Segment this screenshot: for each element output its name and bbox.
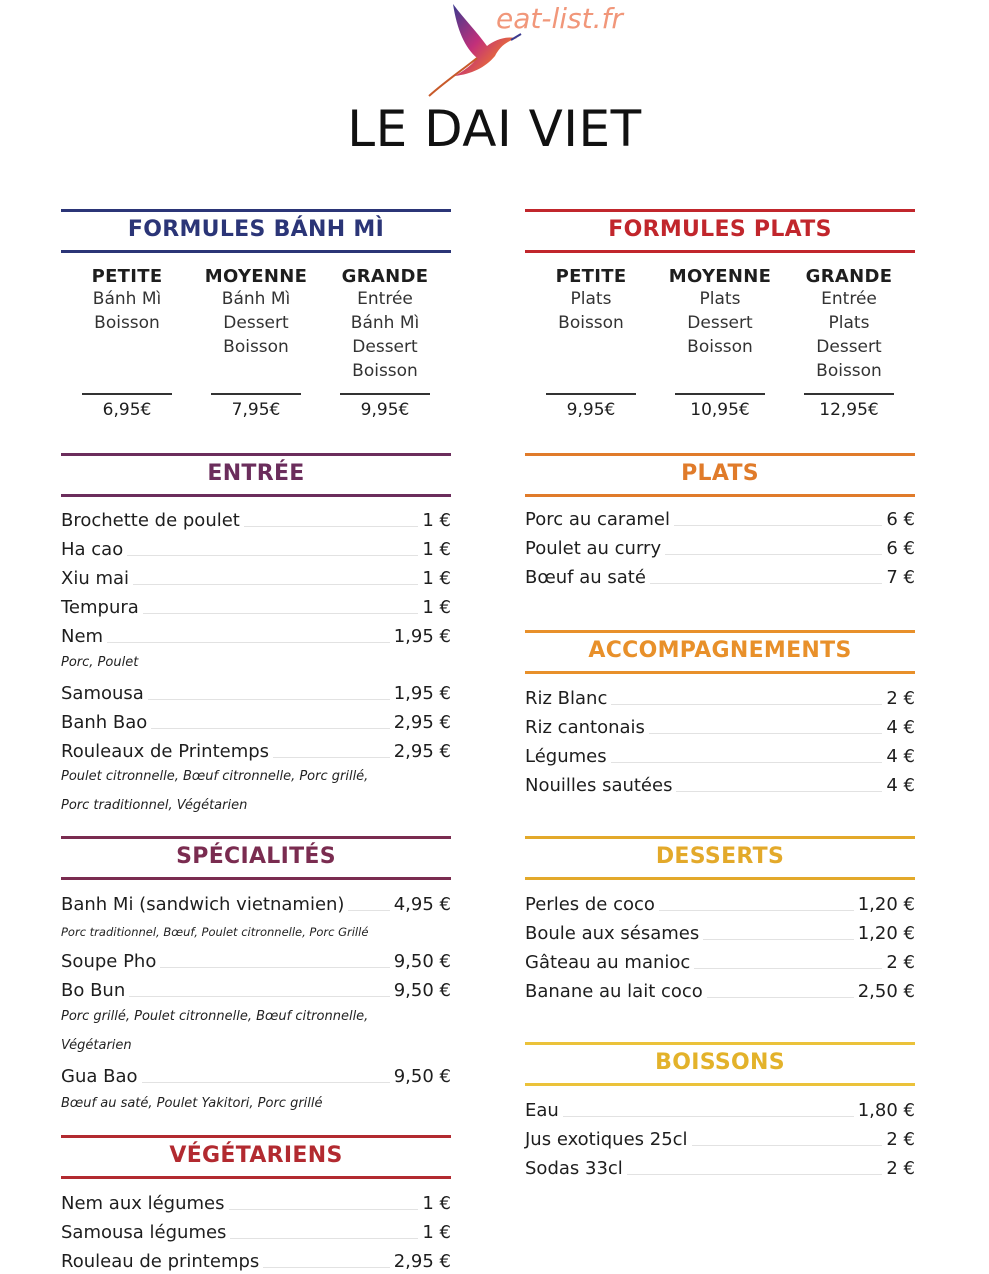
item-price: 1 € xyxy=(422,510,451,531)
item-name: Porc au caramel xyxy=(525,509,670,530)
dot-leader xyxy=(627,1174,883,1175)
item-name: Nem aux légumes xyxy=(61,1193,225,1214)
price-divider xyxy=(804,393,894,395)
dot-leader xyxy=(665,554,882,555)
menu-item xyxy=(525,562,915,588)
price-divider xyxy=(211,393,301,395)
item-name: Bœuf au saté xyxy=(525,567,646,588)
menu-item xyxy=(525,947,915,973)
menu-item xyxy=(525,770,915,796)
section-title: VÉGÉTARIENS xyxy=(169,1143,343,1168)
section-title: FORMULES BÁNH MÌ xyxy=(127,217,385,242)
item-price: 1,95 € xyxy=(393,626,451,647)
section-header-accompagnements xyxy=(525,630,915,674)
menu-item xyxy=(61,946,451,972)
dot-leader xyxy=(244,526,419,527)
item-name: Banh Mi (sandwich vietnamien) xyxy=(61,894,345,915)
item-name: Banh Bao xyxy=(61,712,148,733)
dot-leader xyxy=(348,910,389,911)
formule-line: Plats xyxy=(828,313,870,333)
item-price: 2 € xyxy=(886,688,915,709)
item-price: 2,50 € xyxy=(857,981,915,1002)
menu-item xyxy=(525,504,915,530)
formule-moyenne xyxy=(660,266,780,359)
item-name: Gâteau au manioc xyxy=(525,952,691,973)
section-header-vegetariens xyxy=(61,1135,451,1179)
formule-line: Boisson xyxy=(223,337,289,357)
menu-item xyxy=(525,741,915,767)
dot-leader xyxy=(273,757,390,758)
item-name: Brochette de poulet xyxy=(61,510,240,531)
formule-line: Entrée xyxy=(357,289,413,309)
item-name: Sodas 33cl xyxy=(525,1158,623,1179)
item-price: 1 € xyxy=(422,568,451,589)
formule-line: Entrée xyxy=(821,289,877,309)
formule-line: Dessert xyxy=(352,337,418,357)
section-header-boissons xyxy=(525,1042,915,1086)
item-note: Végétarien xyxy=(61,1038,132,1053)
menu-item xyxy=(61,1061,451,1087)
item-price: 9,50 € xyxy=(393,1066,451,1087)
menu-item xyxy=(525,1095,915,1121)
item-note: Porc grillé, Poulet citronnelle, Bœuf citronnelle, xyxy=(61,1009,369,1024)
dot-leader xyxy=(692,1145,883,1146)
dot-leader xyxy=(650,583,882,584)
section-header-desserts xyxy=(525,836,915,880)
section-title: ACCOMPAGNEMENTS xyxy=(588,638,852,663)
formule-line: Boisson xyxy=(687,337,753,357)
price-divider xyxy=(82,393,172,395)
item-note: Porc traditionnel, Végétarien xyxy=(61,798,248,813)
item-price: 1 € xyxy=(422,1193,451,1214)
dot-leader xyxy=(148,699,390,700)
item-price: 9,50 € xyxy=(393,951,451,972)
formule-line: Dessert xyxy=(223,313,289,333)
section-header-specialites xyxy=(61,836,451,880)
formule-line: Bánh Mì xyxy=(92,289,162,309)
formule-name: GRANDE xyxy=(805,266,893,287)
dot-leader xyxy=(143,613,419,614)
formule-line: Boisson xyxy=(816,361,882,381)
formule-price: 10,95€ xyxy=(690,400,750,420)
dot-leader xyxy=(611,762,883,763)
formule-line: Dessert xyxy=(687,313,753,333)
menu-item xyxy=(525,889,915,915)
dot-leader xyxy=(611,704,882,705)
section-header-entree xyxy=(61,453,451,497)
section-title: ENTRÉE xyxy=(207,461,305,486)
item-name: Samousa xyxy=(61,683,144,704)
formule-line: Bánh Mì xyxy=(350,313,420,333)
item-price: 4 € xyxy=(886,717,915,738)
menu-item xyxy=(525,976,915,1002)
item-price: 2 € xyxy=(886,952,915,973)
formule-name: GRANDE xyxy=(341,266,429,287)
price-divider xyxy=(675,393,765,395)
dot-leader xyxy=(151,728,389,729)
dot-leader xyxy=(649,733,882,734)
item-name: Rouleau de printemps xyxy=(61,1251,260,1272)
dot-leader xyxy=(160,967,389,968)
item-name: Rouleaux de Printemps xyxy=(61,741,270,762)
dot-leader xyxy=(703,939,854,940)
menu-item xyxy=(61,1246,451,1272)
menu-item xyxy=(61,975,451,1001)
dot-leader xyxy=(659,910,854,911)
section-title: SPÉCIALITÉS xyxy=(176,844,336,869)
item-price: 2 € xyxy=(886,1129,915,1150)
item-price: 4 € xyxy=(886,775,915,796)
formule-grande xyxy=(789,266,909,383)
item-price: 1 € xyxy=(422,539,451,560)
menu-item xyxy=(61,592,451,618)
menu-item xyxy=(525,712,915,738)
section-title: FORMULES PLATS xyxy=(608,217,832,242)
formule-grande xyxy=(325,266,445,383)
dot-leader xyxy=(676,791,882,792)
item-name: Xiu mai xyxy=(61,568,130,589)
item-note: Poulet citronnelle, Bœuf citronnelle, Porc grillé, xyxy=(61,769,369,784)
dot-leader xyxy=(707,997,854,998)
formule-price: 6,95€ xyxy=(102,400,152,420)
dot-leader xyxy=(127,555,418,556)
formule-line: Boisson xyxy=(558,313,624,333)
dot-leader xyxy=(263,1267,389,1268)
item-name: Banane au lait coco xyxy=(525,981,703,1002)
item-price: 2,95 € xyxy=(393,712,451,733)
item-price: 9,50 € xyxy=(393,980,451,1001)
section-header-plats xyxy=(525,453,915,497)
item-name: Riz cantonais xyxy=(525,717,645,738)
formule-name: PETITE xyxy=(555,266,627,287)
item-price: 6 € xyxy=(886,509,915,530)
item-name: Samousa légumes xyxy=(61,1222,227,1243)
crane-logo-icon xyxy=(425,2,525,102)
item-name: Perles de coco xyxy=(525,894,655,915)
formule-line: Dessert xyxy=(816,337,882,357)
formule-line: Plats xyxy=(570,289,612,309)
item-price: 1 € xyxy=(422,1222,451,1243)
formule-petite xyxy=(531,266,651,335)
item-name: Poulet au curry xyxy=(525,538,662,559)
restaurant-name: LE DAI VIET xyxy=(347,100,642,158)
item-price: 4 € xyxy=(886,746,915,767)
menu-item xyxy=(61,678,451,704)
dot-leader xyxy=(230,1238,418,1239)
formule-name: PETITE xyxy=(91,266,163,287)
item-name: Légumes xyxy=(525,746,607,767)
menu-item xyxy=(525,533,915,559)
item-price: 1,95 € xyxy=(393,683,451,704)
dot-leader xyxy=(229,1209,419,1210)
menu-item xyxy=(61,534,451,560)
section-header-formules-plats xyxy=(525,209,915,253)
menu-item xyxy=(525,1124,915,1150)
item-name: Riz Blanc xyxy=(525,688,608,709)
section-title: PLATS xyxy=(681,461,759,486)
price-divider xyxy=(546,393,636,395)
item-name: Soupe Pho xyxy=(61,951,157,972)
formule-name: MOYENNE xyxy=(668,266,772,287)
item-name: Bo Bun xyxy=(61,980,126,1001)
formule-price: 7,95€ xyxy=(231,400,281,420)
item-name: Boule aux sésames xyxy=(525,923,700,944)
item-name: Gua Bao xyxy=(61,1066,138,1087)
formule-petite xyxy=(67,266,187,335)
item-price: 4,95 € xyxy=(393,894,451,915)
formule-line: Plats xyxy=(699,289,741,309)
item-name: Nem xyxy=(61,626,104,647)
menu-item xyxy=(525,1153,915,1179)
item-price: 1,20 € xyxy=(857,923,915,944)
formule-price: 9,95€ xyxy=(566,400,616,420)
dot-leader xyxy=(674,525,882,526)
price-divider xyxy=(340,393,430,395)
item-price: 2,95 € xyxy=(393,1251,451,1272)
menu-item xyxy=(61,621,451,647)
item-name: Jus exotiques 25cl xyxy=(525,1129,688,1150)
formule-price: 9,95€ xyxy=(360,400,410,420)
section-title: BOISSONS xyxy=(655,1050,785,1075)
dot-leader xyxy=(142,1082,390,1083)
formule-line: Boisson xyxy=(352,361,418,381)
formule-name: MOYENNE xyxy=(204,266,308,287)
formule-line: Boisson xyxy=(94,313,160,333)
item-price: 1,80 € xyxy=(857,1100,915,1121)
menu-item xyxy=(525,918,915,944)
dot-leader xyxy=(107,642,390,643)
item-price: 2 € xyxy=(886,1158,915,1179)
menu-item xyxy=(61,1188,451,1214)
menu-item xyxy=(61,505,451,531)
dot-leader xyxy=(129,996,389,997)
item-price: 6 € xyxy=(886,538,915,559)
item-name: Ha cao xyxy=(61,539,124,560)
item-name: Tempura xyxy=(61,597,139,618)
item-note: Porc, Poulet xyxy=(61,655,139,670)
item-price: 7 € xyxy=(886,567,915,588)
item-price: 2,95 € xyxy=(393,741,451,762)
menu-item xyxy=(61,563,451,589)
menu-item xyxy=(61,736,451,762)
formule-line: Bánh Mì xyxy=(221,289,291,309)
item-note: Bœuf au saté, Poulet Yakitori, Porc grillé xyxy=(61,1096,323,1111)
menu-item xyxy=(61,889,451,915)
dot-leader xyxy=(133,584,418,585)
dot-leader xyxy=(563,1116,854,1117)
item-note: Porc traditionnel, Bœuf, Poulet citronnelle, Porc Grillé xyxy=(61,925,369,939)
item-name: Nouilles sautées xyxy=(525,775,673,796)
item-price: 1,20 € xyxy=(857,894,915,915)
item-price: 1 € xyxy=(422,597,451,618)
menu-item xyxy=(61,1217,451,1243)
menu-item xyxy=(525,683,915,709)
section-title: DESSERTS xyxy=(655,844,785,869)
dot-leader xyxy=(694,968,882,969)
watermark-text: eat-list.fr xyxy=(496,2,623,35)
item-name: Eau xyxy=(525,1100,559,1121)
menu-item xyxy=(61,707,451,733)
section-header-formules-banh-mi xyxy=(61,209,451,253)
formule-moyenne xyxy=(196,266,316,359)
formule-price: 12,95€ xyxy=(819,400,879,420)
